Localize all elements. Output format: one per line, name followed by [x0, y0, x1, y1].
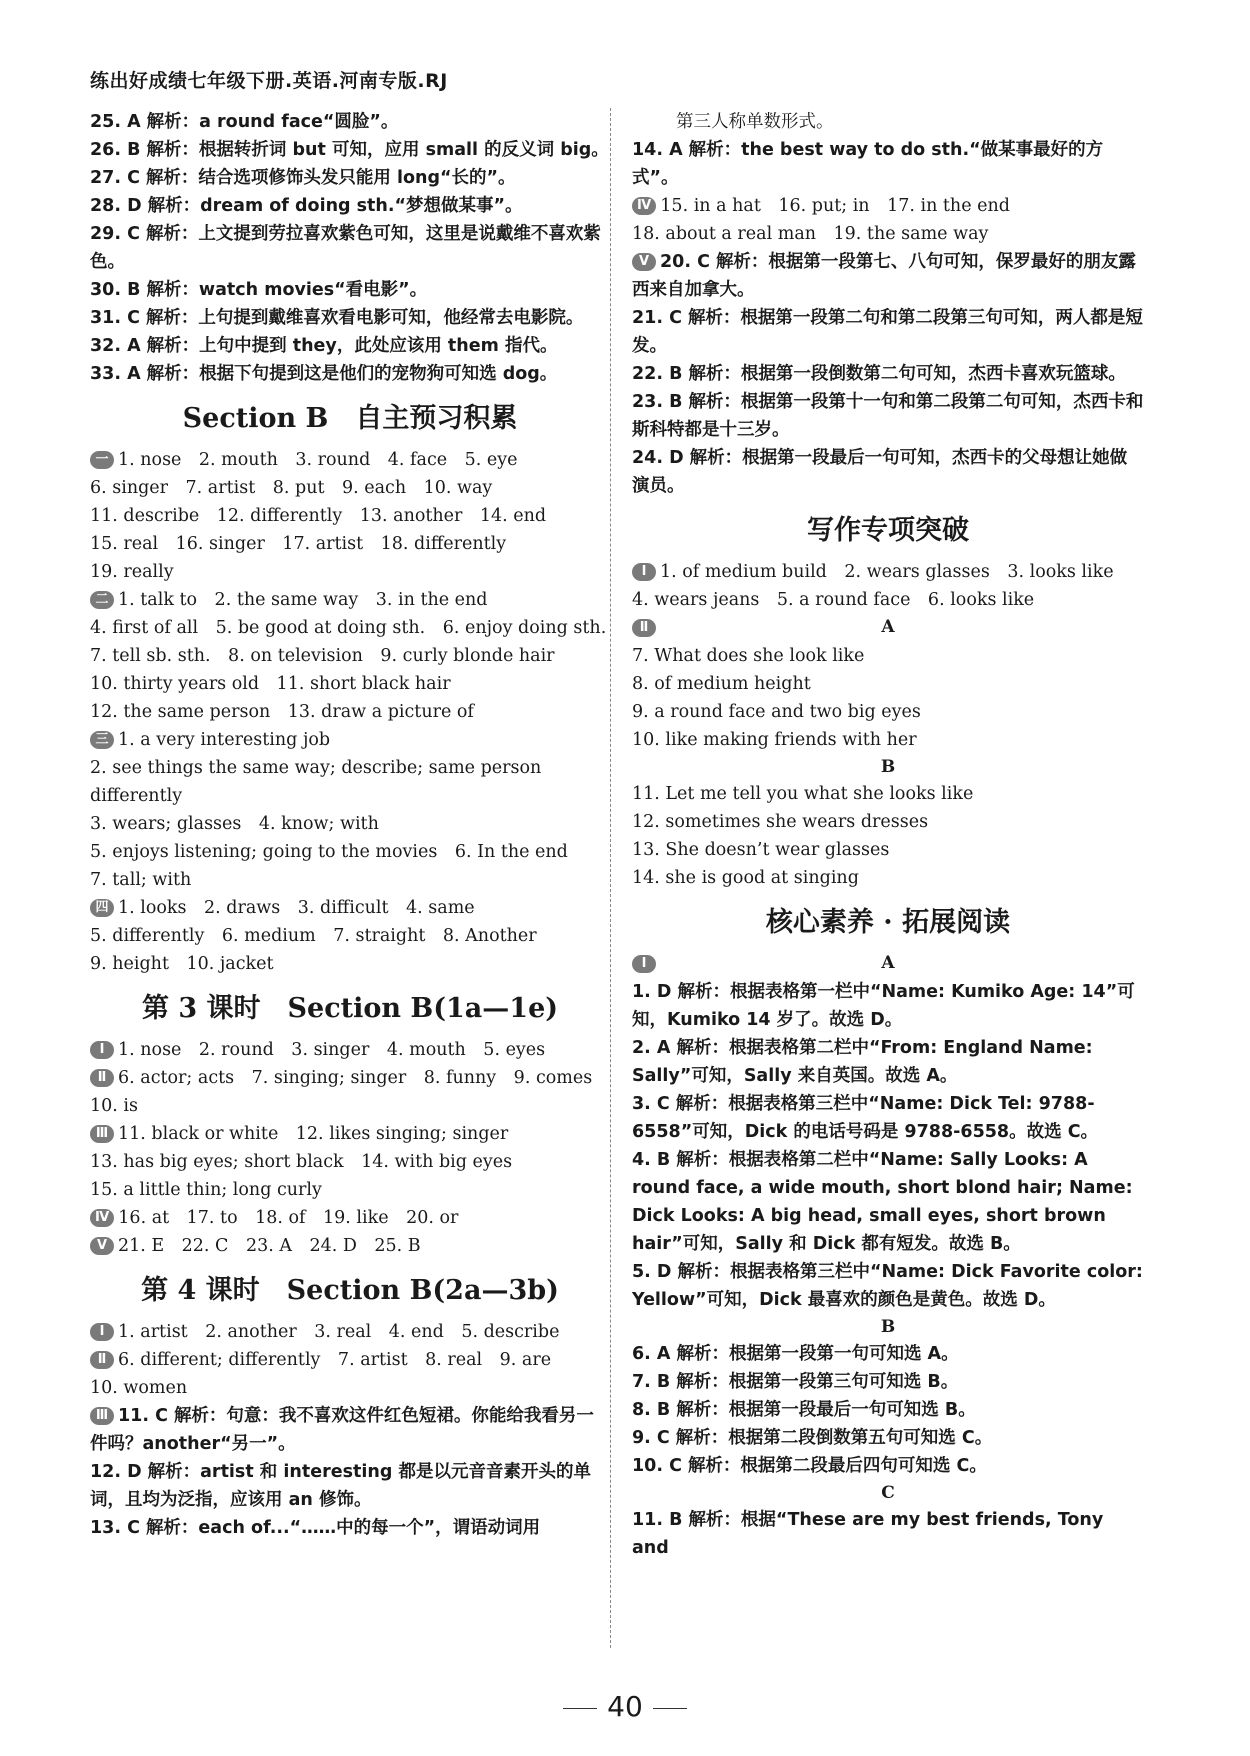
explanation: 解析：根据表格第三栏中“Name: Dick Tel: 9788-6558”可知，Dick 的电话号码是 9788-6558。故选 C。 [632, 1094, 1099, 1142]
answer-item [90, 332, 610, 360]
answer-number: 23. B [632, 392, 683, 412]
explanation: 解析：上句提到戴维喜欢看电影可知，他经常去电影院。 [145, 308, 584, 328]
answer-item [632, 1090, 1144, 1146]
explanation: 解析：the best way to do sth.“做某事最好的方式”。 [632, 140, 1104, 188]
answer-number: 33. A [90, 364, 141, 384]
explanation: 解析：watch movies“看电影”。 [146, 280, 428, 300]
part-badge: Ⅰ [632, 563, 656, 581]
answer-item [90, 136, 610, 164]
answer-list-25-33 [90, 108, 610, 388]
answer-line: 11. describe 12. differently 13. another 14. end [90, 506, 547, 526]
answer-item [90, 276, 610, 304]
answer-number: 9. C [632, 1428, 670, 1448]
explanation: 解析：上句中提到 they，此处应该用 them 指代。 [146, 336, 558, 356]
explanation: 解析：根据下句提到这是他们的宠物狗可知选 dog。 [146, 364, 558, 384]
answer-number: 10. C [632, 1456, 682, 1476]
answer-line: 5. enjoys listening; going to the movies 6. In the end [90, 842, 568, 862]
explanation: 解析：上文提到劳拉喜欢紫色可知，这里是说戴维不喜欢紫色。 [90, 224, 601, 272]
part-badge: Ⅴ [90, 1237, 114, 1255]
explanation: 解析：根据第一段第十一句和第二段第二句可知，杰西卡和斯科特都是十三岁。 [632, 392, 1144, 440]
answer-item [90, 108, 610, 136]
part-badge: Ⅳ [632, 197, 656, 215]
footer-dash [563, 1708, 597, 1709]
preview-answers [90, 446, 610, 978]
explanation: 解析：根据第一段最后一句可知选 B。 [676, 1400, 976, 1420]
answer-line: 7. What does she look like [632, 646, 865, 666]
answer-number: 25. A [90, 112, 141, 132]
part-badge: Ⅰ [632, 955, 656, 973]
part-badge: 二 [90, 591, 114, 609]
answer-line: 2. see things the same way; describe; same person differently [90, 758, 542, 806]
answer-item [632, 136, 1144, 192]
answer-item [90, 220, 610, 276]
part-badge: Ⅲ [90, 1125, 114, 1143]
answer-number: 2. A [632, 1038, 671, 1058]
explanation: 解析：根据表格第一栏中“Name: Kumiko Age: 14”可知，Kumiko 14 岁了。故选 D。 [632, 982, 1135, 1030]
answer-line: 12. sometimes she wears dresses [632, 812, 929, 832]
subpart-label: A [881, 953, 895, 973]
answer-item [632, 388, 1144, 444]
answer-item [90, 164, 610, 192]
answer-item [90, 1458, 610, 1514]
lesson4-answers [90, 1318, 610, 1542]
answer-line: 15. in a hat 16. put; in 17. in the end [660, 196, 1010, 216]
footer-dash [653, 1708, 687, 1709]
answer-number: 24. D [632, 448, 684, 468]
answer-line: 9. a round face and two big eyes [632, 702, 921, 722]
part-badge: 一 [90, 451, 114, 469]
lesson3-answers [90, 1036, 610, 1260]
answer-item [632, 1368, 1144, 1396]
answer-item [632, 1424, 1144, 1452]
answer-item [632, 1396, 1144, 1424]
answer-line: 1. looks 2. draws 3. difficult 4. same [118, 898, 475, 918]
part-badge: Ⅱ [632, 619, 656, 637]
part-badge: Ⅱ [90, 1351, 114, 1369]
explanation: 解析：根据第一段倒数第二句可知，杰西卡喜欢玩篮球。 [688, 364, 1126, 384]
answer-item [632, 1258, 1144, 1314]
answer-number: 5. D [632, 1262, 672, 1282]
section-title-preview: Section B 自主预习积累 [182, 403, 518, 434]
answer-number: 27. C [90, 168, 140, 188]
answer-number: 26. B [90, 140, 141, 160]
answer-line: 6. actor; acts 7. singing; singer 8. funny 9. comes [118, 1068, 593, 1088]
answer-line: 3. wears; glasses 4. know; with [90, 814, 379, 834]
answer-item [90, 1514, 610, 1542]
answer-number: 30. B [90, 280, 141, 300]
explanation: 解析：根据转折词 but 可知，应用 small 的反义词 big。 [146, 140, 609, 160]
explanation: 解析：根据表格第三栏中“Name: Dick Favorite color: Yellow”可知，Dick 最喜欢的颜色是黄色。故选 D。 [632, 1262, 1143, 1310]
answer-line: 5. differently 6. medium 7. straight 8. Another [90, 926, 537, 946]
section-title-lesson3: 第 3 课时 Section B(1a—1e) [141, 993, 559, 1024]
answer-item [90, 360, 610, 388]
answer-number: 1. D [632, 982, 672, 1002]
explanation: 解析：dream of doing sth.“梦想做某事”。 [147, 196, 523, 216]
answer-item [632, 1452, 1144, 1480]
explanation: 解析：根据第一段第二句和第二段第三句可知，两人都是短发。 [632, 308, 1143, 356]
part-badge: 四 [90, 899, 114, 917]
answer-line: 1. of medium build 2. wears glasses 3. looks like [660, 562, 1114, 582]
answer-line: 10. is [90, 1096, 138, 1116]
subpart-label: B [880, 1317, 896, 1337]
part-badge: Ⅲ [90, 1407, 114, 1425]
section-title-lesson4: 第 4 课时 Section B(2a—3b) [141, 1275, 559, 1306]
explanation: 解析：根据第一段最后一句可知，杰西卡的父母想让她做演员。 [632, 448, 1128, 496]
answer-line: 13. She doesn’t wear glasses [632, 840, 890, 860]
answer-number: 7. B [632, 1372, 671, 1392]
answer-line: 1. nose 2. round 3. singer 4. mouth 5. eyes [118, 1040, 546, 1060]
part-badge: Ⅴ [632, 253, 656, 271]
answer-item [632, 978, 1144, 1034]
answer-line: 11. Let me tell you what she looks like [632, 784, 974, 804]
reading-answers [632, 950, 1144, 1562]
answer-line: 13. has big eyes; short black 14. with big eyes [90, 1152, 513, 1172]
explanation: 解析：句意：我不喜欢这件红色短裙。你能给我看另一件吗？another“另一”。 [90, 1406, 594, 1454]
continued-text: 第三人称单数形式。 [676, 112, 834, 132]
subpart-label: C [881, 1483, 895, 1503]
answer-item [632, 1146, 1144, 1258]
part-badge: Ⅱ [90, 1069, 114, 1087]
explanation: 解析：根据第一段第一句可知选 A。 [676, 1344, 959, 1364]
explanation: 解析：根据表格第二栏中“Name: Sally Looks: A round face, a wide mouth, short blond hair; Name: Dick Looks: A big head, small eyes, short brown hair”可知，Sally 和 Dick 都有短发。故选 B。 [632, 1150, 1133, 1254]
section-title-reading: 核心素养 · 拓展阅读 [765, 907, 1011, 938]
answer-item [90, 192, 610, 220]
explanation: 解析：根据第二段倒数第五句可知选 C。 [675, 1428, 993, 1448]
explanation: 解析：结合选项修饰头发只能用 long“长的”。 [145, 168, 516, 188]
answer-number: 11. B [632, 1510, 683, 1530]
answer-number: 3. C [632, 1094, 670, 1114]
explanation: 解析：根据第一段第七、八句可知，保罗最好的朋友露西来自加拿大。 [632, 252, 1136, 300]
right-column [632, 108, 1144, 1562]
answer-number: 20. C [660, 252, 710, 272]
answer-line: 15. real 16. singer 17. artist 18. differently [90, 534, 507, 554]
answer-line: 1. artist 2. another 3. real 4. end 5. describe [118, 1322, 560, 1342]
answer-item [632, 248, 1144, 304]
column-divider [610, 108, 611, 1648]
answer-line: 7. tall; with [90, 870, 192, 890]
part-badge: Ⅰ [90, 1323, 114, 1341]
explanation: 解析：根据第一段第三句可知选 B。 [676, 1372, 959, 1392]
page-footer [0, 1690, 1250, 1723]
answer-line: 10. thirty years old 11. short black hair [90, 674, 451, 694]
explanation: 解析：a round face“圆脸”。 [146, 112, 399, 132]
answer-line: 1. nose 2. mouth 3. round 4. face 5. eye [118, 450, 518, 470]
page-number: 40 [607, 1690, 643, 1723]
answer-item [90, 304, 610, 332]
answer-line: 8. of medium height [632, 674, 811, 694]
answer-item [632, 1340, 1144, 1368]
left-column [90, 108, 610, 1542]
answer-line: 10. women [90, 1378, 188, 1398]
answer-number: 31. C [90, 308, 140, 328]
subpart-label: A [881, 617, 895, 637]
answer-line: 9. height 10. jacket [90, 954, 274, 974]
explanation: 解析：根据表格第二栏中“From: England Name: Sally”可知，Sally 来自英国。故选 A。 [632, 1038, 1093, 1086]
answer-line: 7. tell sb. sth. 8. on television 9. curly blonde hair [90, 646, 555, 666]
answer-line: 15. a little thin; long curly [90, 1180, 322, 1200]
answer-item [632, 304, 1144, 360]
answer-number: 11. C [118, 1406, 168, 1426]
part-badge: Ⅳ [90, 1209, 114, 1227]
answer-line: 1. talk to 2. the same way 3. in the end [118, 590, 488, 610]
subpart-label: B [880, 757, 896, 777]
answer-item [90, 1402, 610, 1458]
explanation: 解析：artist 和 interesting 都是以元音音素开头的单词，且均为泛指，应该用 an 修饰。 [90, 1462, 591, 1510]
answer-line: 6. singer 7. artist 8. put 9. each 10. way [90, 478, 493, 498]
answer-line: 12. the same person 13. draw a picture of [90, 702, 474, 722]
section-title-writing: 写作专项突破 [807, 515, 969, 546]
answer-line: 14. she is good at singing [632, 868, 859, 888]
answer-line: 18. about a real man 19. the same way [632, 224, 989, 244]
part-badge: Ⅰ [90, 1041, 114, 1059]
explanation: 解析：根据“These are my best friends, Tony and [632, 1510, 1104, 1558]
answer-line: 4. wears jeans 5. a round face 6. looks like [632, 590, 1035, 610]
answer-line: 21. E 22. C 23. A 24. D 25. B [118, 1236, 421, 1256]
answer-item [632, 1506, 1144, 1562]
answer-line: 19. really [90, 562, 174, 582]
answer-line: 11. black or white 12. likes singing; singer [118, 1124, 509, 1144]
answer-number: 32. A [90, 336, 141, 356]
part-badge: 三 [90, 731, 114, 749]
answer-line: 4. first of all 5. be good at doing sth. 6. enjoy doing sth. [90, 618, 607, 638]
explanation: 解析：each of...“……中的每一个”，谓语动词用 [145, 1518, 541, 1538]
answer-item [632, 360, 1144, 388]
answer-number: 13. C [90, 1518, 140, 1538]
answer-item [632, 444, 1144, 500]
answer-number: 22. B [632, 364, 683, 384]
answer-item [632, 1034, 1144, 1090]
answer-number: 14. A [632, 140, 683, 160]
answer-line: 6. different; differently 7. artist 8. real 9. are [118, 1350, 552, 1370]
running-header: 练出好成绩七年级下册.英语.河南专版.RJ [90, 70, 448, 92]
answer-line: 1. a very interesting job [118, 730, 331, 750]
answer-line: 16. at 17. to 18. of 19. like 20. or [118, 1208, 459, 1228]
answer-number: 28. D [90, 196, 142, 216]
answer-number: 29. C [90, 224, 140, 244]
answer-number: 6. A [632, 1344, 671, 1364]
writing-answers [632, 558, 1144, 892]
answer-line: 10. like making friends with her [632, 730, 917, 750]
answer-number: 4. B [632, 1150, 671, 1170]
answer-number: 8. B [632, 1400, 671, 1420]
answer-number: 21. C [632, 308, 682, 328]
answer-number: 12. D [90, 1462, 142, 1482]
explanation: 解析：根据第二段最后四句可知选 C。 [687, 1456, 987, 1476]
